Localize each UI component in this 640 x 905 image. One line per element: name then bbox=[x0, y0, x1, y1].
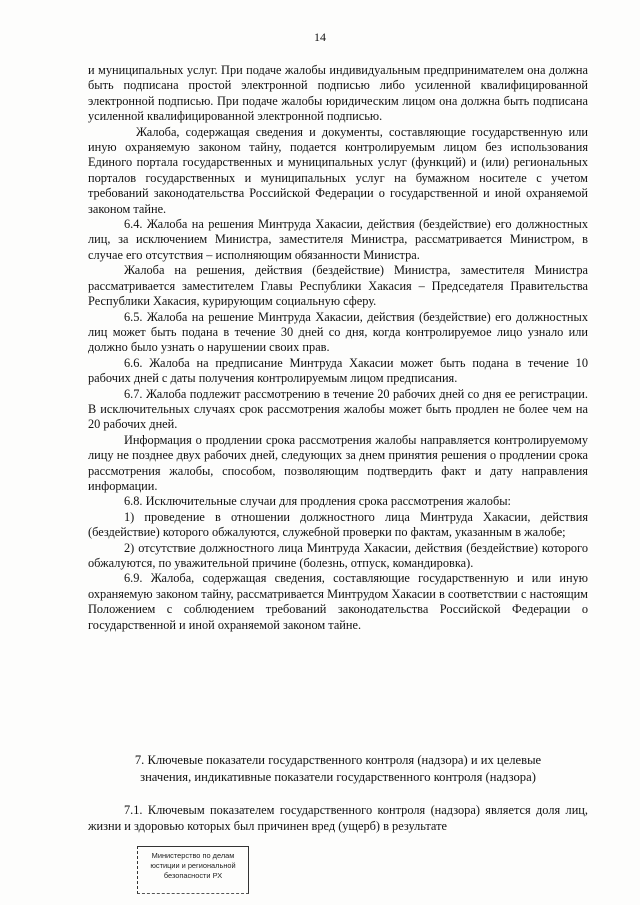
paragraph-2: Жалоба, содержащая сведения и документы, составляющие государственную или иную охраняемую законом тайну, подается контролируемым лицом без использования Единого портала государственных и муниципальных услуг (функций) и (или) региональных порталов государственных и муниципальных услуг на бумажном носителе с учетом требований законодательства Российской Федерации о государственной и иной охраняемой законом тайне. bbox=[88, 124, 588, 216]
paragraph-7-1: 7.1. Ключевым показателем государственного контроля (надзора) является доля лиц, жизни и здоровью которых был причинен вред (ущерб) в результате bbox=[88, 803, 588, 833]
paragraph-6-7-info: Информация о продлении срока рассмотрения жалобы направляется контролируемому лицу не позднее двух рабочих дней, следующих за днем принятия решения о продлении срока рассмотрения жалобы, способом, позволяющим подтвердить факт и дату направления информации. bbox=[88, 432, 588, 493]
section-heading-line-1: 7. Ключевые показатели государственного контроля (надзора) и их целевые bbox=[134, 753, 542, 767]
paragraph-6-5: 6.5. Жалоба на решение Минтруда Хакасии, действия (бездействие) его должностных лиц может быть подана в течение 30 дней со дня, когда контролируемое лицо узнало или должно было узнать о нарушении своих прав. bbox=[88, 309, 588, 355]
paragraph-6-9: 6.9. Жалоба, содержащая сведения, составляющие государственную и или иную охраняемую законом тайну, рассматривается Минтрудом Хакасии в соответствии с настоящим Положением с соблюдением требований законодательства Российской Федерации о государственной и иной охраняемой законом тайне. bbox=[88, 571, 588, 632]
final-paragraph-block bbox=[88, 802, 588, 834]
stamp-line-2: юстиции и региональной bbox=[150, 861, 236, 870]
paragraph-6-8-item-2: 2) отсутствие должностного лица Минтруда Хакасии, действия (бездействие) которого обжалуются, по уважительной причине (болезнь, отпуск, командировка). bbox=[88, 540, 588, 570]
stamp-line-3: безопасности РХ bbox=[163, 871, 223, 880]
stamp-line-1: Министерство по делам bbox=[151, 851, 235, 860]
paragraph-6-6: 6.6. Жалоба на предписание Минтруда Хакасии может быть подана в течение 10 рабочих дней с даты получения контролируемым лицом предписания. bbox=[88, 355, 588, 386]
paragraph-6-8-item-1: 1) проведение в отношении должностного лица Минтруда Хакасии, действия (бездействие) которого обжалуются, служебной проверки по фактам, указанным в жалобе; bbox=[88, 509, 588, 540]
ministry-stamp bbox=[137, 846, 249, 894]
paragraph-6-4: 6.4. Жалоба на решения Минтруда Хакасии, действия (бездействие) его должностных лиц, за исключением Министра, заместителя Министра, рассматривается Министром, в случае его отсутствия – исполняющим обязанности Министра. bbox=[88, 217, 588, 262]
section-heading-line-2: значения, индикативные показатели государственного контроля (надзора) bbox=[140, 770, 536, 784]
paragraph-1: и муниципальных услуг. При подаче жалобы индивидуальным предпринимателем она должна быть подписана простой электронной подписью либо усиленной квалифицированной электронной подписью. При подаче жалобы юридическим лицом она должна быть подписана усиленной квалифицированной электронной подписью. bbox=[88, 63, 588, 124]
paragraph-6-4-minister: Жалоба на решения, действия (бездействие) Министра, заместителя Министра рассматривается заместителем Главы Республики Хакасия – Председателя Правительства Республики Хакасия, курирующим социальную сферу. bbox=[88, 263, 588, 309]
paragraph-6-8: 6.8. Исключительные случаи для продления срока рассмотрения жалобы: bbox=[124, 494, 511, 509]
section-heading bbox=[88, 752, 588, 786]
paragraph-6-7: 6.7. Жалоба подлежит рассмотрению в течение 20 рабочих дней со дня ее регистрации. В исключительных случаях срок рассмотрения жалобы может быть продлен не более чем на 20 рабочих дней. bbox=[88, 386, 588, 432]
page-number: 14 bbox=[314, 30, 326, 44]
body-text bbox=[88, 63, 588, 633]
